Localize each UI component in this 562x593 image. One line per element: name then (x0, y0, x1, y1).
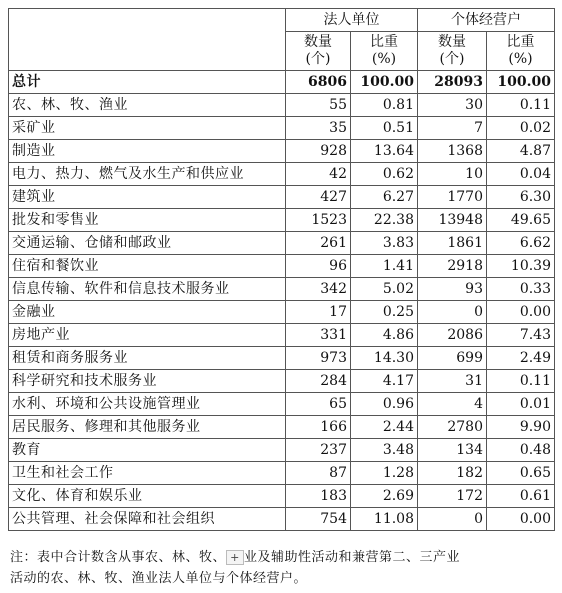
industry-name-cell: 金融业 (9, 301, 286, 324)
table-row (9, 94, 555, 117)
table-row (9, 347, 555, 370)
industry-name-cell: 总计 (9, 71, 286, 94)
individual-count-cell: 1861 (418, 232, 487, 255)
individual-share-cell: 0.00 (487, 301, 555, 324)
legal-count-cell: 96 (286, 255, 351, 278)
legal-share-cell: 0.62 (351, 163, 418, 186)
table-row (9, 255, 555, 278)
legal-count-cell: 284 (286, 370, 351, 393)
individual-share-cell: 6.30 (487, 186, 555, 209)
header-count-1 (286, 32, 351, 71)
legal-share-cell: 2.69 (351, 485, 418, 508)
legal-count-cell: 973 (286, 347, 351, 370)
legal-count-cell: 261 (286, 232, 351, 255)
table-row (9, 462, 555, 485)
individual-count-cell: 4 (418, 393, 487, 416)
individual-share-cell: 0.04 (487, 163, 555, 186)
footnote-part1: 注：表中合计数含从事农、林、牧、 (10, 550, 227, 565)
footnote (10, 547, 556, 589)
plus-icon[interactable]: + (226, 550, 244, 565)
individual-share-cell: 0.33 (487, 278, 555, 301)
individual-share-cell: 10.39 (487, 255, 555, 278)
individual-count-cell: 7 (418, 117, 487, 140)
individual-count-cell: 182 (418, 462, 487, 485)
table-row (9, 508, 555, 531)
legal-share-cell: 3.83 (351, 232, 418, 255)
header-blank-cell (9, 9, 286, 71)
table-row (9, 324, 555, 347)
legal-share-cell: 0.96 (351, 393, 418, 416)
industry-name-cell: 信息传输、软件和信息技术服务业 (9, 278, 286, 301)
share-label: 比重 (506, 34, 535, 50)
industry-name-cell: 采矿业 (9, 117, 286, 140)
table-row (9, 140, 555, 163)
industry-name-cell: 制造业 (9, 140, 286, 163)
industry-name-cell: 文化、体育和娱乐业 (9, 485, 286, 508)
industry-name-cell: 建筑业 (9, 186, 286, 209)
table-row (9, 416, 555, 439)
individual-share-cell: 100.00 (487, 71, 555, 94)
individual-share-cell: 6.62 (487, 232, 555, 255)
count-label: 数量 (438, 34, 466, 50)
legal-share-cell: 3.48 (351, 439, 418, 462)
individual-count-cell: 30 (418, 94, 487, 117)
legal-count-cell: 342 (286, 278, 351, 301)
individual-count-cell: 0 (418, 301, 487, 324)
individual-share-cell: 2.49 (487, 347, 555, 370)
individual-count-cell: 28093 (418, 71, 487, 94)
table-row (9, 117, 555, 140)
table-row (9, 439, 555, 462)
individual-share-cell: 0.02 (487, 117, 555, 140)
individual-share-cell: 49.65 (487, 209, 555, 232)
individual-share-cell: 0.65 (487, 462, 555, 485)
individual-count-cell: 10 (418, 163, 487, 186)
industry-name-cell: 教育 (9, 439, 286, 462)
count-unit: (个) (439, 51, 465, 67)
footnote-line2: 活动的农、林、牧、渔业法人单位与个体经营户。 (10, 571, 308, 586)
individual-count-cell: 93 (418, 278, 487, 301)
table-row (9, 301, 555, 324)
statistics-table (8, 8, 555, 531)
share-unit: (%) (508, 51, 533, 67)
legal-count-cell: 237 (286, 439, 351, 462)
industry-name-cell: 房地产业 (9, 324, 286, 347)
statistics-table-container (8, 8, 554, 531)
individual-share-cell: 0.11 (487, 370, 555, 393)
legal-count-cell: 6806 (286, 71, 351, 94)
legal-count-cell: 87 (286, 462, 351, 485)
industry-name-cell: 科学研究和技术服务业 (9, 370, 286, 393)
industry-name-cell: 公共管理、社会保障和社会组织 (9, 508, 286, 531)
table-row (9, 393, 555, 416)
legal-count-cell: 183 (286, 485, 351, 508)
legal-count-cell: 17 (286, 301, 351, 324)
individual-share-cell: 0.11 (487, 94, 555, 117)
individual-count-cell: 31 (418, 370, 487, 393)
individual-share-cell: 4.87 (487, 140, 555, 163)
individual-share-cell: 0.01 (487, 393, 555, 416)
legal-share-cell: 13.64 (351, 140, 418, 163)
legal-share-cell: 2.44 (351, 416, 418, 439)
legal-count-cell: 754 (286, 508, 351, 531)
table-row (9, 278, 555, 301)
table-body (9, 71, 555, 531)
industry-name-cell: 住宿和餐饮业 (9, 255, 286, 278)
share-unit: (%) (371, 51, 397, 67)
individual-count-cell: 2918 (418, 255, 487, 278)
count-unit: (个) (305, 51, 331, 67)
industry-name-cell: 租赁和商务服务业 (9, 347, 286, 370)
individual-share-cell: 0.00 (487, 508, 555, 531)
legal-count-cell: 55 (286, 94, 351, 117)
header-count-2 (418, 32, 487, 71)
industry-name-cell: 交通运输、仓储和邮政业 (9, 232, 286, 255)
individual-share-cell: 9.90 (487, 416, 555, 439)
legal-count-cell: 331 (286, 324, 351, 347)
legal-share-cell: 14.30 (351, 347, 418, 370)
industry-name-cell: 水利、环境和公共设施管理业 (9, 393, 286, 416)
industry-name-cell: 电力、热力、燃气及水生产和供应业 (9, 163, 286, 186)
footnote-part2: 业及辅助性活动和兼营第二、三产业 (244, 550, 461, 565)
table-row (9, 370, 555, 393)
legal-share-cell: 100.00 (351, 71, 418, 94)
legal-share-cell: 6.27 (351, 186, 418, 209)
table-row (9, 163, 555, 186)
header-legal-entities: 法人单位 (286, 9, 418, 32)
industry-name-cell: 居民服务、修理和其他服务业 (9, 416, 286, 439)
header-individual-businesses: 个体经营户 (418, 9, 555, 32)
legal-count-cell: 166 (286, 416, 351, 439)
share-label: 比重 (370, 34, 398, 50)
legal-count-cell: 928 (286, 140, 351, 163)
legal-share-cell: 22.38 (351, 209, 418, 232)
legal-count-cell: 1523 (286, 209, 351, 232)
legal-share-cell: 1.28 (351, 462, 418, 485)
individual-count-cell: 2086 (418, 324, 487, 347)
individual-count-cell: 1770 (418, 186, 487, 209)
count-label: 数量 (304, 34, 332, 50)
legal-share-cell: 1.41 (351, 255, 418, 278)
industry-name-cell: 卫生和社会工作 (9, 462, 286, 485)
individual-count-cell: 13948 (418, 209, 487, 232)
legal-count-cell: 65 (286, 393, 351, 416)
individual-share-cell: 7.43 (487, 324, 555, 347)
legal-share-cell: 0.81 (351, 94, 418, 117)
industry-name-cell: 批发和零售业 (9, 209, 286, 232)
individual-share-cell: 0.61 (487, 485, 555, 508)
header-share-2 (487, 32, 555, 71)
individual-share-cell: 0.48 (487, 439, 555, 462)
individual-count-cell: 2780 (418, 416, 487, 439)
legal-count-cell: 42 (286, 163, 351, 186)
individual-count-cell: 1368 (418, 140, 487, 163)
legal-share-cell: 11.08 (351, 508, 418, 531)
individual-count-cell: 0 (418, 508, 487, 531)
table-row (9, 209, 555, 232)
header-row-groups (9, 9, 555, 32)
table-row (9, 485, 555, 508)
table-row (9, 232, 555, 255)
legal-count-cell: 35 (286, 117, 351, 140)
legal-share-cell: 0.25 (351, 301, 418, 324)
legal-share-cell: 5.02 (351, 278, 418, 301)
individual-count-cell: 699 (418, 347, 487, 370)
table-row (9, 186, 555, 209)
header-share-1 (351, 32, 418, 71)
industry-name-cell: 农、林、牧、渔业 (9, 94, 286, 117)
legal-share-cell: 0.51 (351, 117, 418, 140)
individual-count-cell: 172 (418, 485, 487, 508)
total-row (9, 71, 555, 94)
legal-share-cell: 4.17 (351, 370, 418, 393)
individual-count-cell: 134 (418, 439, 487, 462)
legal-count-cell: 427 (286, 186, 351, 209)
legal-share-cell: 4.86 (351, 324, 418, 347)
